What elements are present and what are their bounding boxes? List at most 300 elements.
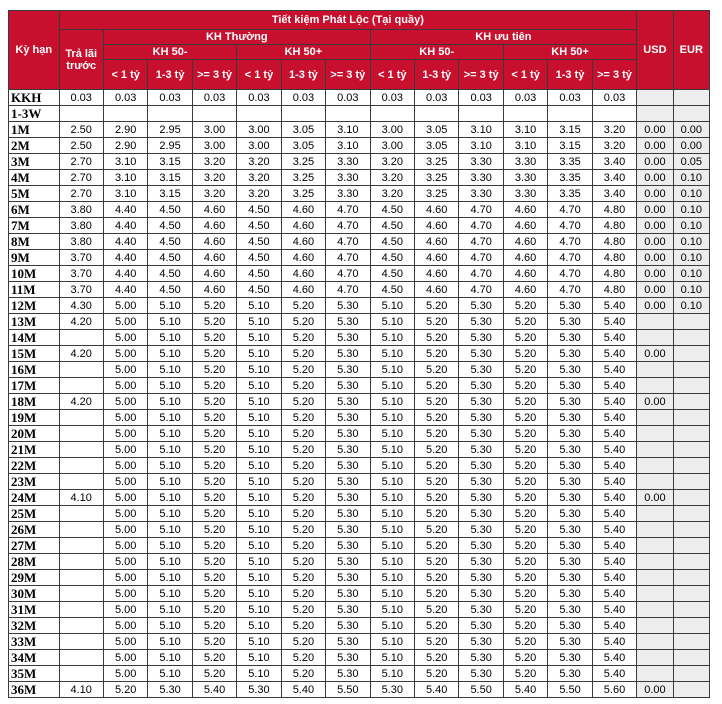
rate-cell (370, 106, 414, 122)
rate-cell: 5.10 (370, 538, 414, 554)
usd-rate-cell (637, 410, 673, 426)
term-cell: 5M (9, 186, 60, 202)
usd-rate-cell (637, 618, 673, 634)
rate-cell: 5.20 (281, 634, 325, 650)
rate-cell: 4.60 (503, 218, 547, 234)
rate-cell: 5.20 (192, 506, 236, 522)
rate-cell: 5.00 (103, 458, 147, 474)
rate-cell: 5.30 (459, 538, 503, 554)
rate-cell: 5.10 (370, 426, 414, 442)
table-row (9, 378, 710, 394)
rate-cell: 5.40 (592, 538, 636, 554)
band-lt1-header: < 1 tỷ (237, 60, 281, 90)
rate-cell: 5.20 (415, 330, 459, 346)
term-cell: 9M (9, 250, 60, 266)
rate-cell: 5.30 (459, 410, 503, 426)
rate-cell: 5.10 (148, 506, 192, 522)
rate-cell: 5.10 (370, 314, 414, 330)
eur-rate-cell (673, 106, 709, 122)
rate-cell: 5.20 (415, 298, 459, 314)
rate-cell: 4.70 (326, 218, 370, 234)
rate-cell: 5.30 (548, 458, 592, 474)
rate-cell: 5.30 (326, 506, 370, 522)
rate-cell: 3.20 (370, 154, 414, 170)
prepaid-rate-cell: 3.80 (59, 218, 103, 234)
rate-cell: 5.20 (192, 602, 236, 618)
prepaid-rate-cell: 4.20 (59, 346, 103, 362)
rate-cell: 3.30 (503, 186, 547, 202)
rate-cell: 5.20 (503, 394, 547, 410)
rate-cell: 5.20 (503, 378, 547, 394)
rate-cell: 4.70 (459, 218, 503, 234)
rate-cell: 5.10 (370, 474, 414, 490)
rate-cell: 5.20 (192, 378, 236, 394)
term-cell: 25M (9, 506, 60, 522)
term-cell: 8M (9, 234, 60, 250)
eur-rate-cell (673, 586, 709, 602)
rate-cell: 3.25 (281, 154, 325, 170)
rate-cell: 3.00 (370, 122, 414, 138)
prepaid-rate-cell (59, 554, 103, 570)
table-row (9, 570, 710, 586)
rate-cell: 3.40 (592, 154, 636, 170)
rate-cell: 3.20 (237, 186, 281, 202)
rate-cell: 5.40 (592, 554, 636, 570)
rate-cell: 0.03 (503, 90, 547, 106)
rate-cell: 5.00 (103, 666, 147, 682)
rate-cell: 5.10 (237, 394, 281, 410)
term-cell: 23M (9, 474, 60, 490)
rate-cell: 3.20 (192, 170, 236, 186)
eur-rate-cell (673, 666, 709, 682)
table-row (9, 266, 710, 282)
table-row (9, 330, 710, 346)
term-cell: 19M (9, 410, 60, 426)
rate-cell: 5.00 (103, 346, 147, 362)
rate-cell: 5.20 (192, 586, 236, 602)
rate-cell: 5.10 (237, 570, 281, 586)
band-ge3-header: >= 3 tỷ (192, 60, 236, 90)
rate-cell: 5.50 (548, 682, 592, 698)
rate-cell: 5.20 (503, 618, 547, 634)
rate-cell: 5.20 (415, 410, 459, 426)
rate-cell: 5.20 (503, 346, 547, 362)
table-row (9, 666, 710, 682)
rate-cell: 5.10 (370, 330, 414, 346)
rate-cell: 5.20 (503, 570, 547, 586)
rate-cell: 4.60 (503, 250, 547, 266)
rate-cell: 5.10 (237, 618, 281, 634)
rate-cell: 5.10 (237, 538, 281, 554)
rate-cell: 3.40 (592, 170, 636, 186)
table-row (9, 298, 710, 314)
eur-rate-cell: 0.10 (673, 186, 709, 202)
rate-cell: 3.20 (237, 154, 281, 170)
eur-rate-cell: 0.10 (673, 266, 709, 282)
rate-cell: 5.20 (503, 666, 547, 682)
rate-cell: 5.10 (148, 378, 192, 394)
rate-cell: 5.40 (592, 378, 636, 394)
rate-cell: 4.60 (503, 234, 547, 250)
prepaid-rate-cell (59, 634, 103, 650)
rate-cell: 5.30 (459, 426, 503, 442)
term-cell: 22M (9, 458, 60, 474)
rate-cell: 5.40 (592, 442, 636, 458)
term-cell: 18M (9, 394, 60, 410)
prepaid-rate-cell (59, 538, 103, 554)
rate-cell: 5.20 (415, 314, 459, 330)
rate-cell: 3.05 (281, 122, 325, 138)
usd-rate-cell: 0.00 (637, 282, 673, 298)
rate-cell: 4.60 (415, 266, 459, 282)
rate-cell: 5.20 (281, 522, 325, 538)
rate-cell: 5.00 (103, 506, 147, 522)
table-row (9, 650, 710, 666)
rate-cell: 5.30 (326, 474, 370, 490)
rate-cell: 4.60 (281, 202, 325, 218)
table-row (9, 314, 710, 330)
rate-cell: 4.40 (103, 202, 147, 218)
rate-cell: 5.20 (415, 394, 459, 410)
rate-cell: 5.30 (548, 554, 592, 570)
eur-rate-cell: 0.10 (673, 282, 709, 298)
usd-rate-cell (637, 378, 673, 394)
rate-cell: 5.20 (281, 554, 325, 570)
usd-rate-cell (637, 106, 673, 122)
rate-cell: 5.10 (148, 490, 192, 506)
rate-cell: 4.60 (192, 266, 236, 282)
rate-cell: 5.00 (103, 522, 147, 538)
rate-cell: 5.60 (592, 682, 636, 698)
rate-cell: 5.20 (192, 298, 236, 314)
rate-cell: 5.10 (148, 666, 192, 682)
rate-cell: 4.70 (326, 266, 370, 282)
table-row (9, 282, 710, 298)
priority-under50-header: KH 50- (370, 45, 503, 60)
rate-cell (503, 106, 547, 122)
band-ge3-header: >= 3 tỷ (459, 60, 503, 90)
rate-cell: 5.10 (237, 314, 281, 330)
rate-cell: 5.30 (548, 314, 592, 330)
rate-cell: 5.10 (370, 570, 414, 586)
rate-cell: 5.10 (148, 314, 192, 330)
rate-cell: 3.15 (148, 154, 192, 170)
rate-cell: 5.40 (592, 506, 636, 522)
table-row (9, 554, 710, 570)
rate-cell: 4.60 (192, 218, 236, 234)
rate-cell (192, 106, 236, 122)
rate-cell: 3.40 (592, 186, 636, 202)
rate-cell: 5.20 (503, 554, 547, 570)
prepaid-rate-cell (59, 474, 103, 490)
usd-rate-cell: 0.00 (637, 346, 673, 362)
rate-cell: 5.30 (459, 586, 503, 602)
rate-cell: 5.20 (503, 490, 547, 506)
rate-cell: 5.10 (370, 490, 414, 506)
normal-over50-header: KH 50+ (237, 45, 370, 60)
rate-cell: 5.40 (415, 682, 459, 698)
rate-cell: 5.20 (503, 298, 547, 314)
rate-cell: 5.20 (503, 330, 547, 346)
rate-cell: 4.50 (148, 282, 192, 298)
rate-cell: 5.40 (592, 394, 636, 410)
rate-cell: 5.20 (192, 394, 236, 410)
rate-cell: 5.30 (326, 522, 370, 538)
usd-rate-cell: 0.00 (637, 218, 673, 234)
rate-cell: 5.30 (548, 410, 592, 426)
rate-cell: 5.20 (281, 666, 325, 682)
rate-cell: 4.60 (281, 282, 325, 298)
rate-cell (148, 106, 192, 122)
rate-cell: 5.30 (459, 314, 503, 330)
eur-rate-cell (673, 90, 709, 106)
rate-cell: 5.30 (326, 538, 370, 554)
rate-cell: 5.10 (370, 602, 414, 618)
rate-cell: 5.30 (148, 682, 192, 698)
rate-cell: 5.10 (370, 458, 414, 474)
rate-cell: 5.20 (415, 362, 459, 378)
table-header (9, 11, 710, 90)
eur-rate-cell (673, 346, 709, 362)
rate-cell: 5.30 (548, 602, 592, 618)
eur-rate-cell (673, 314, 709, 330)
rate-cell: 4.70 (548, 282, 592, 298)
rate-cell: 5.20 (503, 602, 547, 618)
rate-cell: 5.40 (592, 426, 636, 442)
eur-rate-cell (673, 490, 709, 506)
rate-cell: 5.30 (459, 298, 503, 314)
table-row (9, 410, 710, 426)
rate-cell: 5.10 (370, 410, 414, 426)
prepaid-rate-cell (59, 442, 103, 458)
term-cell: 12M (9, 298, 60, 314)
rate-cell: 5.20 (415, 346, 459, 362)
rate-cell: 5.10 (237, 506, 281, 522)
rate-cell: 5.20 (415, 506, 459, 522)
rate-cell: 3.20 (192, 154, 236, 170)
term-cell: 3M (9, 154, 60, 170)
rate-cell: 5.10 (237, 490, 281, 506)
rate-cell: 5.20 (503, 362, 547, 378)
term-cell: 26M (9, 522, 60, 538)
term-cell: 1-3W (9, 106, 60, 122)
term-cell: 31M (9, 602, 60, 618)
rate-cell: 5.30 (459, 570, 503, 586)
rate-cell: 5.20 (415, 474, 459, 490)
rate-cell: 5.20 (415, 426, 459, 442)
rate-cell: 5.40 (592, 570, 636, 586)
usd-rate-cell (637, 586, 673, 602)
rate-cell: 4.50 (148, 266, 192, 282)
usd-rate-cell: 0.00 (637, 186, 673, 202)
rate-cell: 5.00 (103, 426, 147, 442)
eur-rate-cell (673, 378, 709, 394)
rate-cell: 5.20 (281, 298, 325, 314)
rate-cell: 5.30 (326, 394, 370, 410)
rate-cell: 5.20 (281, 394, 325, 410)
rate-cell: 5.20 (192, 634, 236, 650)
term-cell: 2M (9, 138, 60, 154)
rate-cell (281, 106, 325, 122)
prepaid-rate-cell: 2.70 (59, 186, 103, 202)
prepaid-rate-cell: 3.80 (59, 202, 103, 218)
term-cell: 13M (9, 314, 60, 330)
rate-cell: 5.20 (415, 602, 459, 618)
table-row (9, 458, 710, 474)
priority-over50-header: KH 50+ (503, 45, 636, 60)
rate-cell: 4.70 (326, 250, 370, 266)
term-cell: 32M (9, 618, 60, 634)
eur-rate-cell: 0.10 (673, 298, 709, 314)
rate-cell: 5.10 (148, 522, 192, 538)
rate-cell: 4.60 (503, 282, 547, 298)
prepaid-rate-cell: 4.20 (59, 314, 103, 330)
rate-cell: 5.20 (281, 602, 325, 618)
rate-cell: 5.10 (370, 442, 414, 458)
rate-cell: 5.20 (281, 586, 325, 602)
rate-cell: 5.30 (459, 522, 503, 538)
rate-cell: 2.90 (103, 138, 147, 154)
usd-rate-cell (637, 570, 673, 586)
eur-rate-cell (673, 426, 709, 442)
prepaid-rate-cell: 0.03 (59, 90, 103, 106)
prepaid-rate-cell (59, 602, 103, 618)
rate-cell: 5.20 (503, 650, 547, 666)
rate-cell: 5.10 (148, 298, 192, 314)
rate-cell: 5.40 (592, 490, 636, 506)
rate-cell: 5.20 (503, 634, 547, 650)
rate-cell: 5.10 (237, 362, 281, 378)
rate-cell: 5.20 (192, 538, 236, 554)
table-row (9, 394, 710, 410)
eur-rate-cell (673, 506, 709, 522)
rate-cell: 5.10 (237, 602, 281, 618)
table-row (9, 490, 710, 506)
prepaid-rate-cell: 3.70 (59, 250, 103, 266)
rate-cell: 5.00 (103, 586, 147, 602)
rate-cell: 3.20 (592, 122, 636, 138)
rate-cell: 3.30 (459, 170, 503, 186)
rate-cell: 5.10 (148, 330, 192, 346)
rate-cell: 5.30 (326, 378, 370, 394)
rate-cell: 5.10 (237, 378, 281, 394)
rate-cell: 5.10 (237, 554, 281, 570)
rate-cell: 2.95 (148, 138, 192, 154)
rate-cell: 4.50 (370, 202, 414, 218)
rate-cell: 4.70 (459, 202, 503, 218)
rate-cell: 2.95 (148, 122, 192, 138)
term-cell: 28M (9, 554, 60, 570)
rate-cell: 5.00 (103, 394, 147, 410)
rate-cell: 5.20 (415, 490, 459, 506)
rate-cell: 5.20 (192, 314, 236, 330)
rate-cell: 5.30 (459, 362, 503, 378)
rate-cell: 5.30 (548, 362, 592, 378)
rate-cell: 5.20 (281, 314, 325, 330)
rate-cell: 5.20 (415, 378, 459, 394)
table-row (9, 154, 710, 170)
rate-cell: 5.20 (415, 634, 459, 650)
rate-cell: 2.90 (103, 122, 147, 138)
eur-rate-cell (673, 522, 709, 538)
rate-cell: 5.20 (281, 618, 325, 634)
eur-column-header: EUR (673, 11, 709, 90)
prepaid-rate-cell (59, 458, 103, 474)
rate-cell: 5.30 (459, 442, 503, 458)
rate-cell: 5.30 (459, 330, 503, 346)
eur-rate-cell (673, 394, 709, 410)
rate-cell: 3.35 (548, 186, 592, 202)
usd-rate-cell: 0.00 (637, 490, 673, 506)
rate-cell: 5.40 (592, 602, 636, 618)
rate-cell: 5.20 (192, 522, 236, 538)
table-row (9, 138, 710, 154)
rate-cell: 5.10 (237, 410, 281, 426)
rate-cell: 5.30 (548, 666, 592, 682)
rate-cell: 4.60 (415, 250, 459, 266)
rate-cell: 0.03 (237, 90, 281, 106)
rate-cell: 5.30 (459, 458, 503, 474)
eur-rate-cell: 0.00 (673, 122, 709, 138)
term-cell: 29M (9, 570, 60, 586)
rate-cell: 4.50 (237, 266, 281, 282)
rate-cell: 5.30 (459, 650, 503, 666)
eur-rate-cell (673, 650, 709, 666)
prepaid-rate-cell (59, 666, 103, 682)
term-cell: 30M (9, 586, 60, 602)
rate-cell: 5.30 (326, 650, 370, 666)
rate-cell: 5.10 (148, 394, 192, 410)
rate-cell: 5.30 (326, 314, 370, 330)
prepaid-rate-cell (59, 410, 103, 426)
rate-cell: 5.40 (503, 682, 547, 698)
term-cell: 36M (9, 682, 60, 698)
rate-cell: 4.40 (103, 250, 147, 266)
table-row (9, 362, 710, 378)
rate-cell: 4.80 (592, 218, 636, 234)
band-ge3-header: >= 3 tỷ (326, 60, 370, 90)
rate-cell: 5.10 (148, 346, 192, 362)
term-cell: 27M (9, 538, 60, 554)
prepaid-rate-cell: 3.80 (59, 234, 103, 250)
rate-cell: 4.60 (415, 234, 459, 250)
table-row (9, 474, 710, 490)
rate-cell: 5.20 (415, 666, 459, 682)
eur-rate-cell (673, 474, 709, 490)
rate-cell: 3.25 (415, 186, 459, 202)
rate-cell: 4.60 (281, 234, 325, 250)
rate-cell: 5.00 (103, 330, 147, 346)
rate-cell: 5.20 (415, 522, 459, 538)
rate-cell: 3.20 (237, 170, 281, 186)
rate-cell: 4.50 (370, 266, 414, 282)
prepaid-rate-cell: 2.70 (59, 170, 103, 186)
rate-cell: 5.30 (326, 666, 370, 682)
prepaid-rate-cell (59, 618, 103, 634)
rate-cell: 3.10 (326, 138, 370, 154)
rate-cell: 5.30 (326, 458, 370, 474)
table-row (9, 202, 710, 218)
rate-cell: 5.10 (237, 666, 281, 682)
rate-cell: 4.60 (281, 250, 325, 266)
rate-cell: 0.03 (281, 90, 325, 106)
rate-cell: 5.10 (370, 506, 414, 522)
rate-cell: 3.35 (548, 154, 592, 170)
usd-rate-cell (637, 90, 673, 106)
rate-cell: 3.15 (548, 122, 592, 138)
usd-rate-cell (637, 426, 673, 442)
rate-cell: 5.20 (503, 314, 547, 330)
